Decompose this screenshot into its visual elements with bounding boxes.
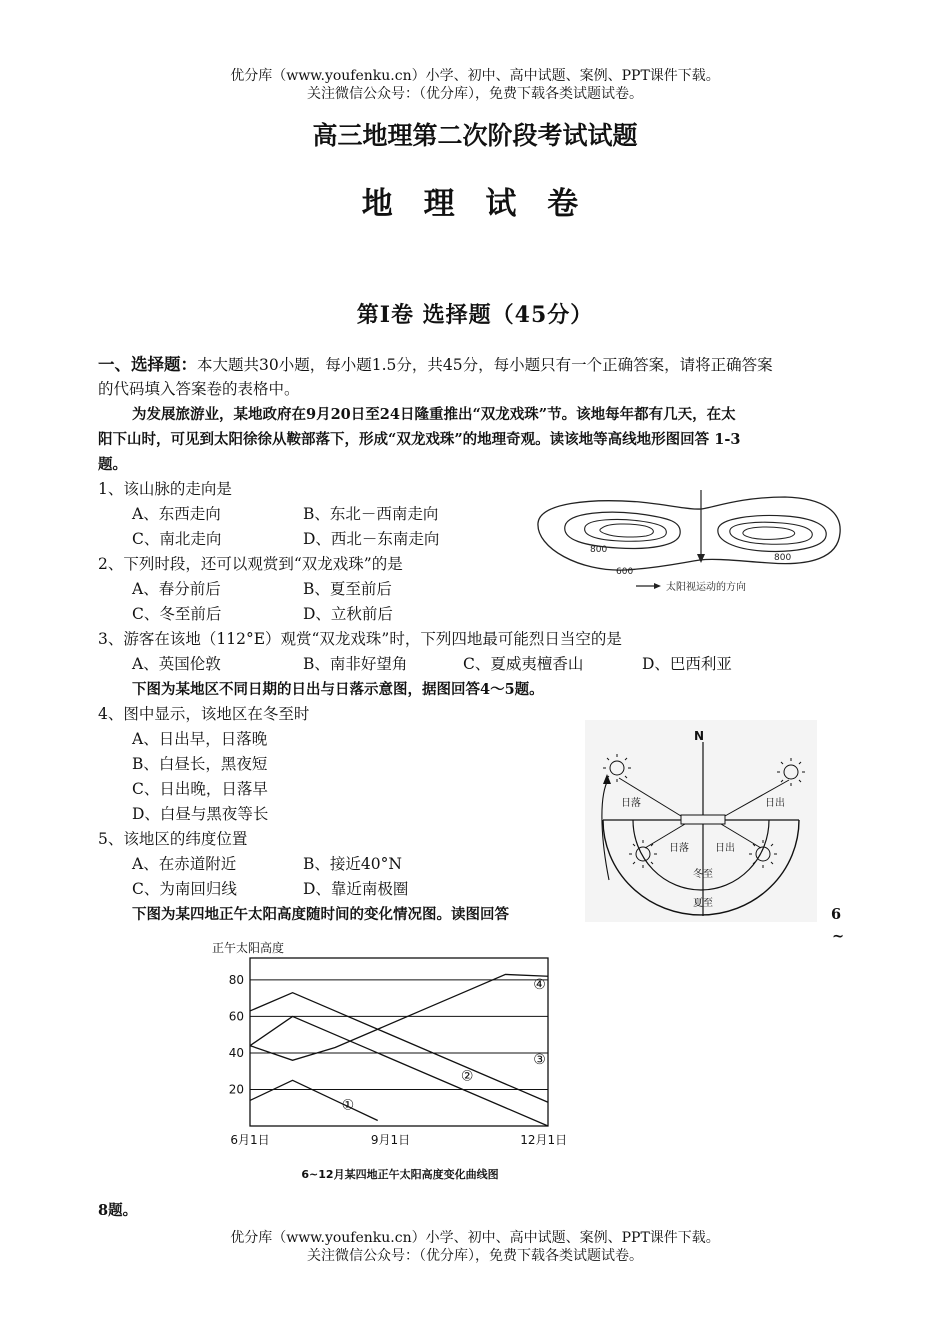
q5-option-b: B、接近40°N bbox=[303, 855, 402, 873]
series-marker-2: ② bbox=[460, 1068, 474, 1085]
header-line-1: 优分库（www.youfenku.cn）小学、初中、高中试题、案例、PPT课件下载。 bbox=[230, 68, 720, 84]
q5-stem: 5、该地区的纬度位置 bbox=[98, 830, 248, 848]
passage-1-line-3: 题。 bbox=[98, 456, 127, 473]
header-line-2: 关注微信公众号：（优分库），免费下载各类试题试卷。 bbox=[307, 86, 643, 102]
legend-text: 太阳视运动的方向 bbox=[666, 582, 746, 593]
q2-option-b: B、夏至前后 bbox=[303, 580, 392, 598]
label-sunset-mid: 日落 bbox=[669, 843, 689, 854]
passage-3: 下图为某四地正午太阳高度随时间的变化情况图。读图回答 bbox=[132, 906, 509, 923]
instructions-text-1: 本大题共30小题，每小题1.5分，共45分，每小题只有一个正确答案，请将正确答案 bbox=[197, 356, 773, 374]
q4-option-d: D、白昼与黑夜等长 bbox=[132, 805, 269, 823]
label-summer-solstice: 夏至 bbox=[693, 898, 713, 909]
q3-option-a: A、英国伦敦 bbox=[132, 655, 221, 673]
passage-3-number: 6 bbox=[831, 906, 842, 923]
label-winter-solstice: 冬至 bbox=[693, 869, 713, 880]
passage-3-end: 8题。 bbox=[98, 1202, 138, 1219]
q3-option-b: B、南非好望角 bbox=[303, 655, 408, 673]
label-sunrise-mid: 日出 bbox=[715, 843, 735, 854]
y-tick-label: 40 bbox=[228, 1045, 244, 1060]
label-sunset-top: 日落 bbox=[621, 798, 641, 809]
page-title: 高三地理第二次阶段考试试题 bbox=[312, 121, 638, 150]
q2-option-d: D、立秋前后 bbox=[303, 605, 393, 623]
sun-path-arrow bbox=[697, 554, 705, 563]
q3-stem: 3、游客在该地（112°E）观赏“双龙戏珠”时，下列四地最可能烈日当空的是 bbox=[98, 630, 622, 648]
chart-frame bbox=[250, 958, 548, 1126]
series-marker-1: ① bbox=[341, 1097, 355, 1114]
passage-1-line-1: 为发展旅游业，某地政府在9月20日至24日隆重推出“双龙戏珠”节。该地每年都有几天，在太 bbox=[132, 406, 736, 423]
noon-sun-altitude-chart bbox=[200, 938, 570, 1193]
instructions-lead: 一、选择题： bbox=[98, 355, 197, 374]
q1-option-a: A、东西走向 bbox=[132, 505, 221, 523]
x-tick-label: 9月1日 bbox=[370, 1133, 411, 1147]
q4-stem: 4、图中显示，该地区在冬至时 bbox=[98, 705, 310, 723]
instructions-line-1 bbox=[98, 352, 773, 378]
contour-label-600: 600 bbox=[616, 567, 634, 577]
footer-line-1: 优分库（www.youfenku.cn）小学、初中、高中试题、案例、PPT课件下载。 bbox=[230, 1230, 720, 1246]
contour-label-800-right: 800 bbox=[774, 553, 792, 563]
q3-option-d: D、巴西利亚 bbox=[642, 655, 732, 673]
q1-option-c: C、南北走向 bbox=[132, 530, 222, 548]
q2-option-c: C、冬至前后 bbox=[132, 605, 222, 623]
y-tick-label: 80 bbox=[228, 972, 244, 987]
q5-option-a: A、在赤道附近 bbox=[132, 855, 237, 873]
q2-stem: 2、下列时段，还可以观赏到“双龙戏珠”的是 bbox=[98, 555, 403, 573]
q5-option-c: C、为南回归线 bbox=[132, 880, 237, 898]
observer-box bbox=[681, 815, 725, 824]
contour-map-figure bbox=[530, 488, 850, 600]
x-tick-label: 12月1日 bbox=[520, 1133, 568, 1147]
q1-option-d: D、西北－东南走向 bbox=[303, 530, 440, 548]
series-line-3 bbox=[250, 1016, 548, 1126]
passage-2: 下图为某地区不同日期的日出与日落示意图，据图回答4～5题。 bbox=[132, 681, 544, 698]
chart-ylabel: 正午太阳高度 bbox=[212, 941, 285, 955]
q3-option-c: C、夏威夷檀香山 bbox=[463, 655, 584, 673]
q1-option-b: B、东北－西南走向 bbox=[303, 505, 439, 523]
sunrise-sunset-figure bbox=[585, 720, 817, 922]
series-marker-3: ③ bbox=[533, 1051, 546, 1068]
page-subtitle: 地 理 试 卷 bbox=[361, 186, 589, 222]
q2-option-a: A、春分前后 bbox=[132, 580, 221, 598]
y-tick-label: 20 bbox=[228, 1082, 244, 1097]
series-line-2 bbox=[250, 993, 548, 1103]
series-line-1 bbox=[250, 1080, 378, 1120]
passage-3-tilde: ~ bbox=[832, 928, 845, 945]
passage-1-line-2: 阳下山时，可见到太阳徐徐从鞍部落下，形成“双龙戏珠”的地理奇观。读该地等高线地形图回答 1-3 bbox=[98, 431, 741, 448]
series-marker-4: ④ bbox=[533, 977, 546, 994]
q4-option-a: A、日出早，日落晚 bbox=[132, 730, 268, 748]
instructions-line-2: 的代码填入答案卷的表格中。 bbox=[98, 380, 300, 398]
footer-line-2: 关注微信公众号：（优分库），免费下载各类试题试卷。 bbox=[307, 1248, 643, 1264]
y-tick-label: 60 bbox=[228, 1009, 244, 1024]
contour-label-800-left: 800 bbox=[590, 545, 608, 555]
x-tick-label: 6月1日 bbox=[230, 1133, 270, 1147]
section-title: 第Ⅰ卷 选择题（45分） bbox=[356, 302, 594, 328]
chart-title: 6~12月某四地正午太阳高度变化曲线图 bbox=[301, 1168, 499, 1181]
q4-option-c: C、日出晚，日落早 bbox=[132, 780, 268, 798]
q5-option-d: D、靠近南极圈 bbox=[303, 880, 409, 898]
legend-arrow-head bbox=[654, 583, 661, 589]
q4-option-b: B、白昼长，黑夜短 bbox=[132, 755, 268, 773]
north-label: N bbox=[693, 729, 705, 743]
q1-stem: 1、该山脉的走向是 bbox=[98, 480, 232, 498]
label-sunrise-top: 日出 bbox=[765, 798, 785, 809]
